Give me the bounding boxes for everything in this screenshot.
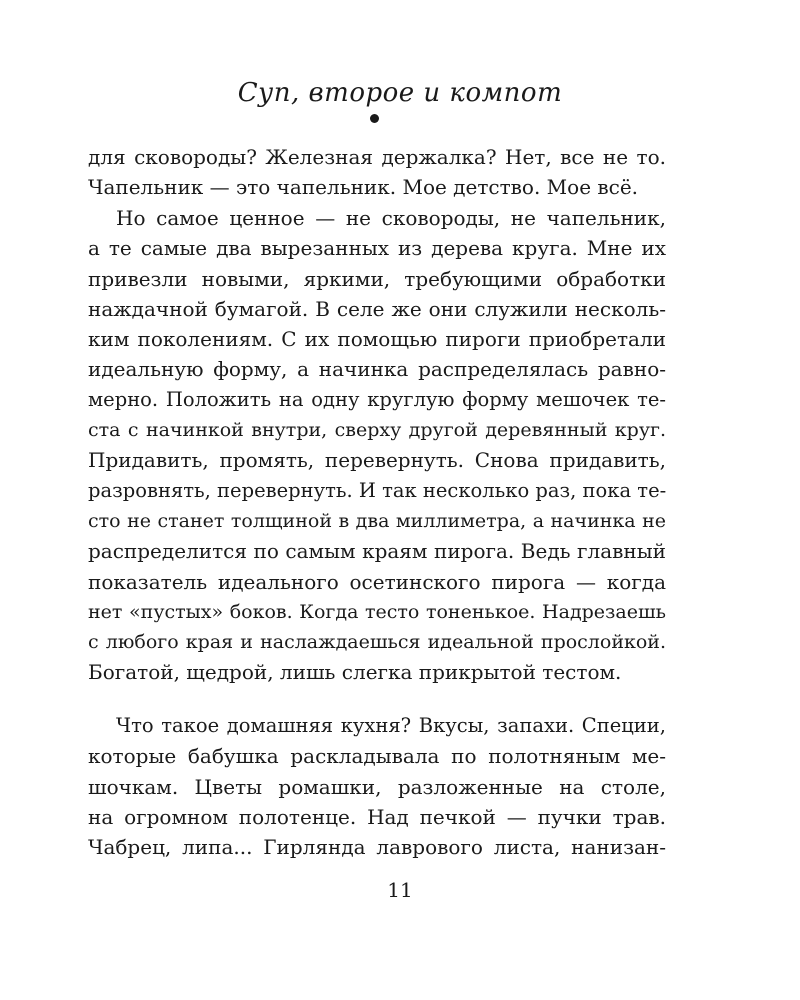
text-line: наждачной бумагой. В селе же они служили несколь- bbox=[88, 296, 666, 321]
text-line: идеальную форму, а начинка распределялась равно- bbox=[88, 357, 666, 382]
page-number: 11 bbox=[387, 878, 413, 902]
text-line: которые бабушка раскладывала по полотняным ме- bbox=[88, 744, 666, 769]
text-line: Чапельник — это чапельник. Мое детство. Мое всё. bbox=[88, 175, 639, 200]
running-head: Суп, второе и компот bbox=[237, 78, 563, 108]
text-line: с любого края и наслаждаешься идеальной прослойкой. bbox=[88, 631, 666, 654]
text-line: сто не станет толщиной в два миллиметра, а начинка не bbox=[88, 509, 666, 532]
text-line: распределится по самым краям пирога. Ведь главный bbox=[88, 539, 666, 564]
text-line: Богатой, щедрой, лишь слегка прикрытой тестом. bbox=[88, 660, 622, 685]
text-line: а те самые два вырезанных из дерева круга. Мне их bbox=[88, 236, 666, 261]
text-line: Что такое домашняя кухня? Вкусы, запахи. Специи, bbox=[116, 714, 666, 737]
paragraph-continued bbox=[88, 142, 666, 203]
paragraph-wooden-circles bbox=[88, 203, 666, 688]
text-line: ста с начинкой внутри, сверху другой деревянный круг. bbox=[88, 419, 666, 442]
text-line: на огромном полотенце. Над печкой — пучки трав. bbox=[88, 804, 666, 829]
text-line: привезли новыми, яркими, требующими обработки bbox=[88, 266, 666, 291]
text-line: Но самое ценное — не сковороды, не чапельник, bbox=[116, 206, 666, 230]
text-line: разровнять, перевернуть. И так несколько раз, пока те- bbox=[88, 478, 666, 502]
text-line: для сковороды? Железная держалка? Нет, все не то. bbox=[88, 145, 666, 169]
text-line: показатель идеального осетинского пирога — когда bbox=[88, 569, 666, 594]
text-line: шочкам. Цветы ромашки, разложенные на столе, bbox=[88, 774, 666, 799]
text-line: мерно. Положить на одну круглую форму мешочек те- bbox=[88, 387, 666, 411]
text-line: Придавить, промять, перевернуть. Снова придавить, bbox=[88, 448, 666, 473]
text-line: нет «пустых» боков. Когда тесто тоненькое. Надрезаешь bbox=[88, 600, 666, 623]
text-line: Чабрец, липа... Гирлянда лаврового листа, нанизан- bbox=[88, 835, 666, 860]
paragraph-home-cooking bbox=[88, 711, 666, 862]
ornament-bullet bbox=[370, 114, 379, 123]
text-line: ким поколениям. С их помощью пироги приобретали bbox=[88, 327, 666, 352]
